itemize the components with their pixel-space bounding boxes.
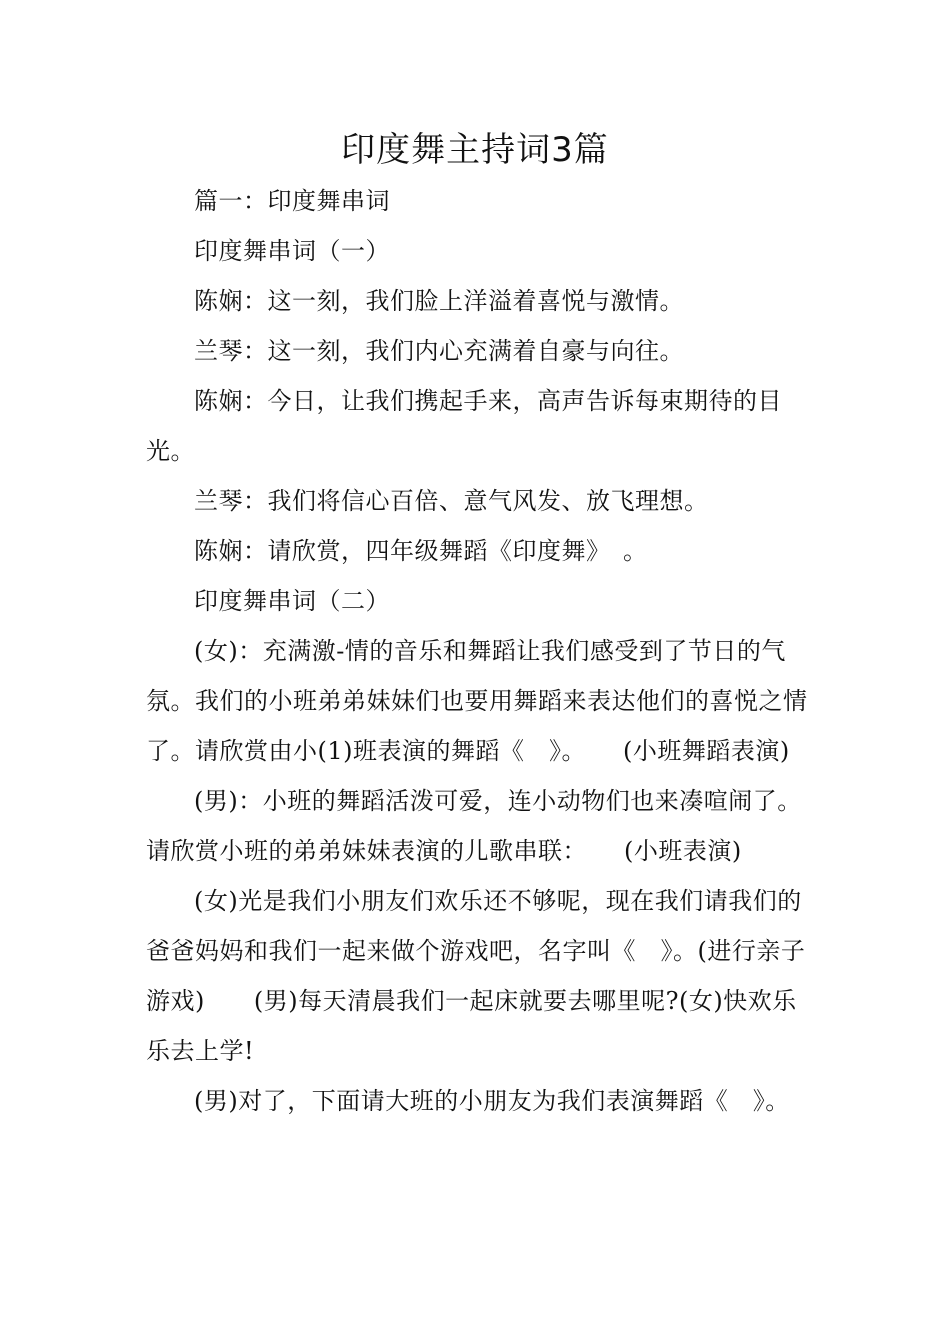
paragraph: 陈娴：这一刻，我们脸上洋溢着喜悦与激情。 <box>194 287 684 315</box>
paragraph: 陈娴：今日，让我们携起手来，高声告诉每束期待的目光。 <box>146 387 782 465</box>
paragraph: (男)对了，下面请大班的小朋友为我们表演舞蹈《 》。 <box>194 1087 790 1115</box>
subsection-heading: 印度舞串词（二） <box>194 587 390 615</box>
paragraph: 兰琴：我们将信心百倍、意气风发、放飞理想。 <box>194 487 709 515</box>
document-title: 印度舞主持词3篇 <box>341 130 609 170</box>
document-body <box>146 176 814 1126</box>
paragraph: (女)：充满激-情的音乐和舞蹈让我们感受到了节日的气氛。我们的小班弟弟妹妹们也要用舞蹈来表达他们的喜悦之情了。请欣赏由小(1)班表演的舞蹈《 》。 (小班舞蹈表演) <box>146 637 808 765</box>
subsection-heading: 印度舞串词（一） <box>194 237 390 265</box>
section-heading: 篇一：印度舞串词 <box>194 187 390 215</box>
paragraph: (女)光是我们小朋友们欢乐还不够呢，现在我们请我们的爸爸妈妈和我们一起来做个游戏吧，名字叫《 》。(进行亲子游戏) (男)每天清晨我们一起床就要去哪里呢?(女)快欢乐乐去上学! <box>146 887 806 1065</box>
paragraph: 兰琴：这一刻，我们内心充满着自豪与向往。 <box>194 337 684 365</box>
paragraph: 陈娴：请欣赏，四年级舞蹈《印度舞》 。 <box>194 537 648 565</box>
paragraph: (男)：小班的舞蹈活泼可爱，连小动物们也来凑喧闹了。请欣赏小班的弟弟妹妹表演的儿歌串联： (小班表演) <box>146 787 802 865</box>
